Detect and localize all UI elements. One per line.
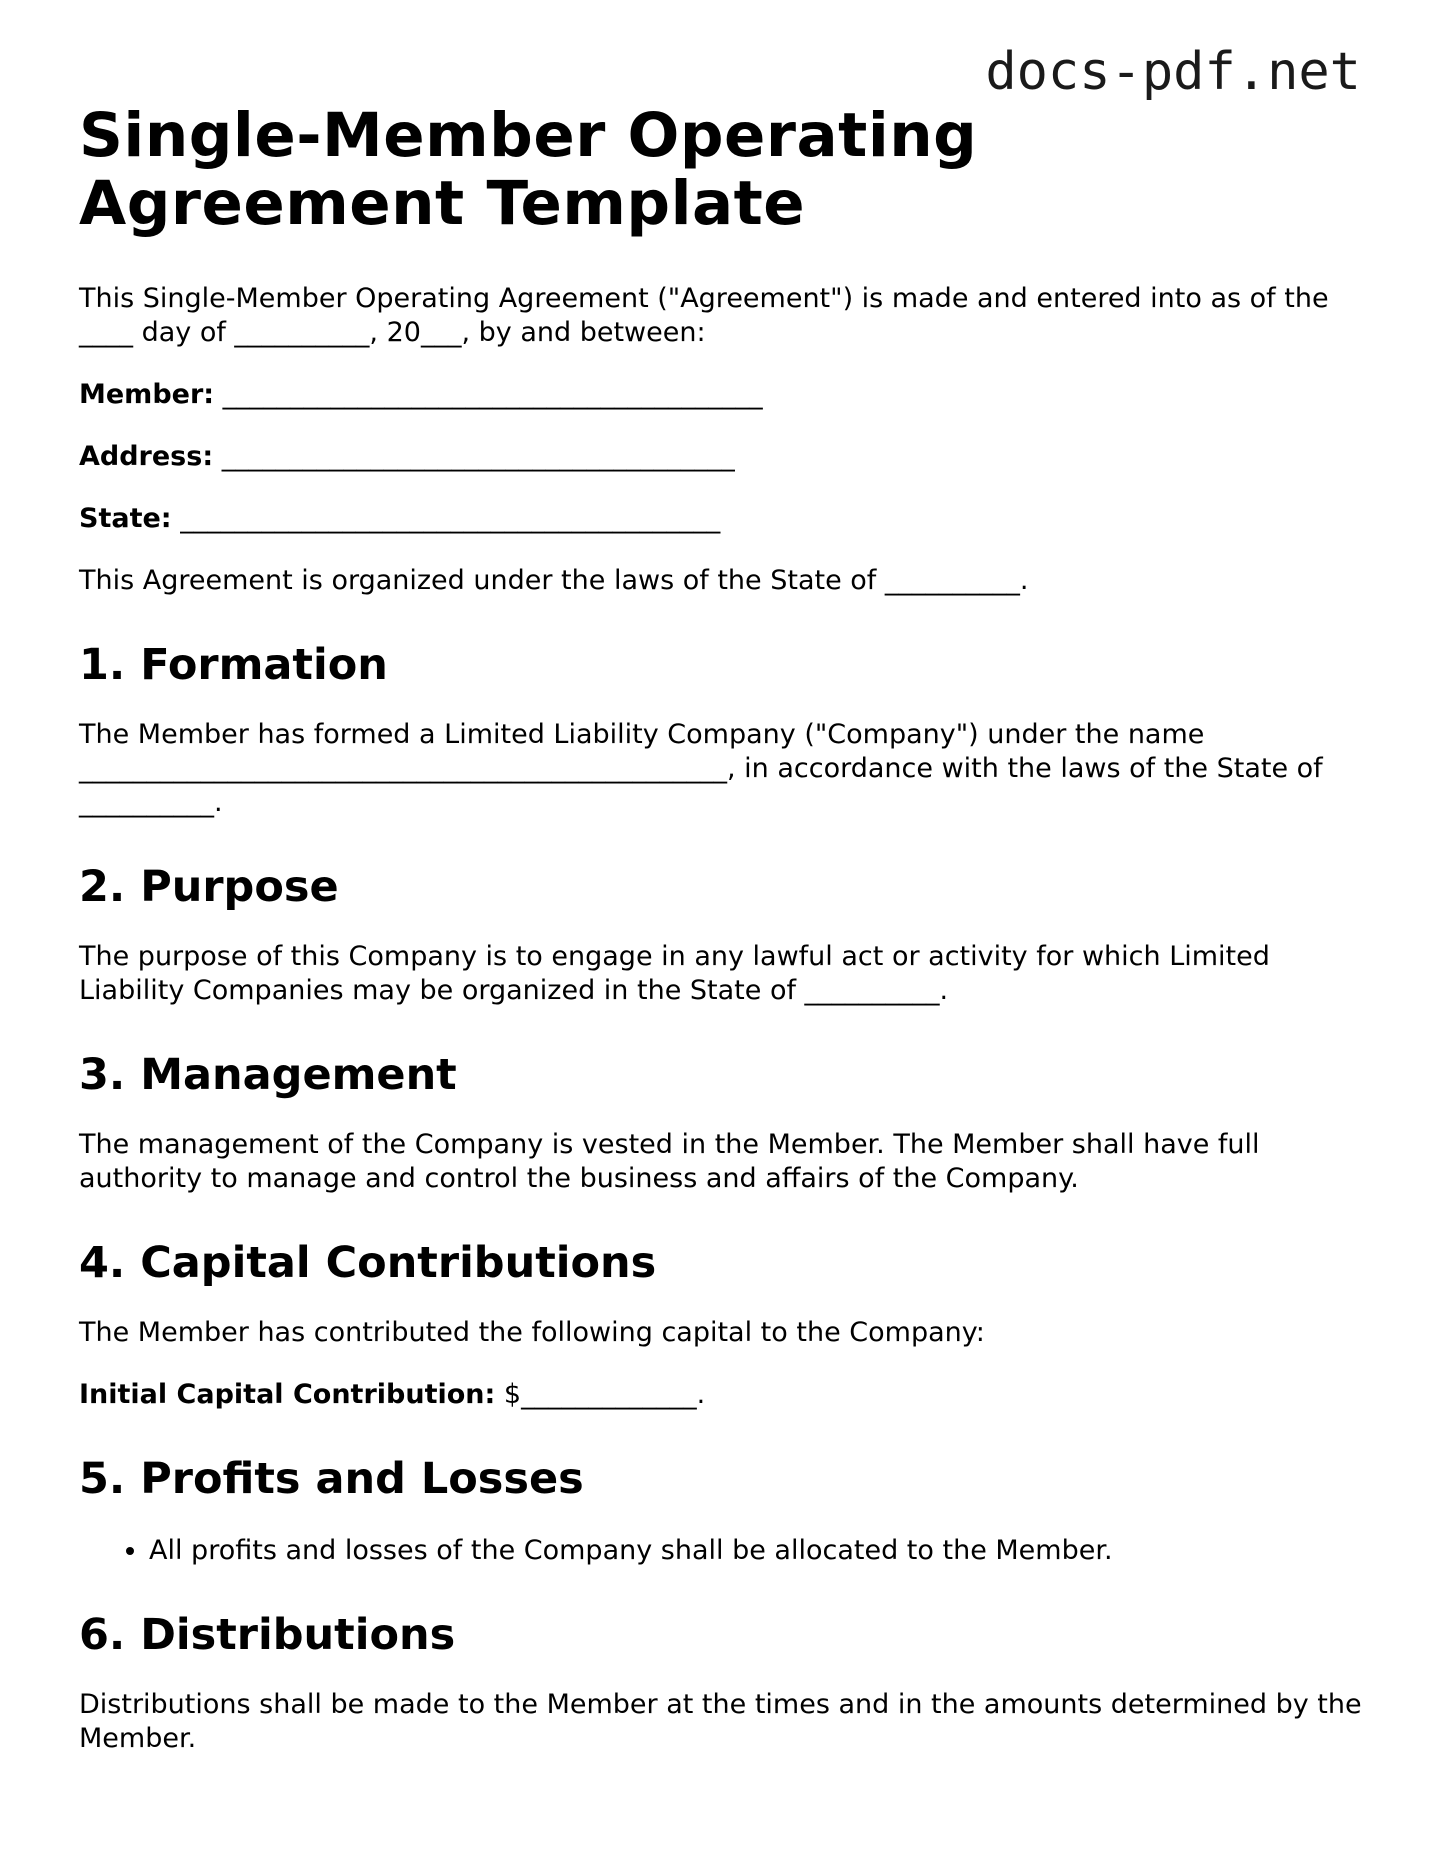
- purpose-heading: 2. Purpose: [79, 862, 339, 912]
- member-label: Member:: [79, 379, 215, 410]
- state-blank: ________________________________________: [180, 503, 721, 534]
- list-item: • All profits and losses of the Company shall be allocated to the Member.: [149, 1534, 1369, 1568]
- section-profits: [79, 1454, 1369, 1568]
- distributions-heading: 6. Distributions: [79, 1610, 456, 1660]
- capital-contribution-label: Initial Capital Contribution:: [79, 1379, 496, 1410]
- profits-list: [79, 1534, 1369, 1568]
- watermark: docs-pdf.net: [985, 42, 1361, 102]
- member-blank: ________________________________________: [222, 379, 763, 410]
- governing-law-paragraph: This Agreement is organized under the laws of the State of __________.: [79, 565, 1029, 596]
- management-heading: 3. Management: [79, 1050, 457, 1100]
- formation-heading: 1. Formation: [79, 640, 388, 690]
- distributions-text: Distributions shall be made to the Member at the times and in the amounts determined by the Member.: [79, 1689, 1362, 1754]
- capital-text: The Member has contributed the following capital to the Company:: [79, 1317, 985, 1348]
- page-title: Single-Member Operating Agreement Template: [79, 100, 978, 239]
- profits-heading: 5. Profits and Losses: [79, 1454, 584, 1504]
- section-capital: [79, 1238, 1369, 1412]
- capital-contribution-field: [79, 1378, 1369, 1412]
- document-page: [79, 102, 1369, 1756]
- management-text: The management of the Company is vested in the Member. The Member shall have full authority to manage and control the business and affairs of the Company.: [79, 1129, 1260, 1194]
- section-purpose: [79, 862, 1369, 1008]
- capital-contribution-value: $_____________.: [503, 1379, 706, 1410]
- section-management: [79, 1050, 1369, 1196]
- section-formation: [79, 640, 1369, 820]
- section-distributions: [79, 1610, 1369, 1756]
- formation-text: The Member has formed a Limited Liability Company ("Company") under the name ________________________________________________, in accordance with the laws of the State of __________.: [79, 719, 1323, 818]
- capital-heading: 4. Capital Contributions: [79, 1238, 657, 1288]
- purpose-text: The purpose of this Company is to engage in any lawful act or activity for which Limited Liability Companies may be organized in the State of __________.: [79, 941, 1270, 1006]
- intro-paragraph: This Single-Member Operating Agreement ("Agreement") is made and entered into as of the ____ day of __________, 20___, by and between:: [79, 283, 1329, 348]
- state-field: [79, 502, 1369, 536]
- address-blank: ______________________________________: [221, 441, 735, 472]
- address-label: Address:: [79, 441, 214, 472]
- state-label: State:: [79, 503, 172, 534]
- member-field: [79, 378, 1369, 412]
- address-field: [79, 440, 1369, 474]
